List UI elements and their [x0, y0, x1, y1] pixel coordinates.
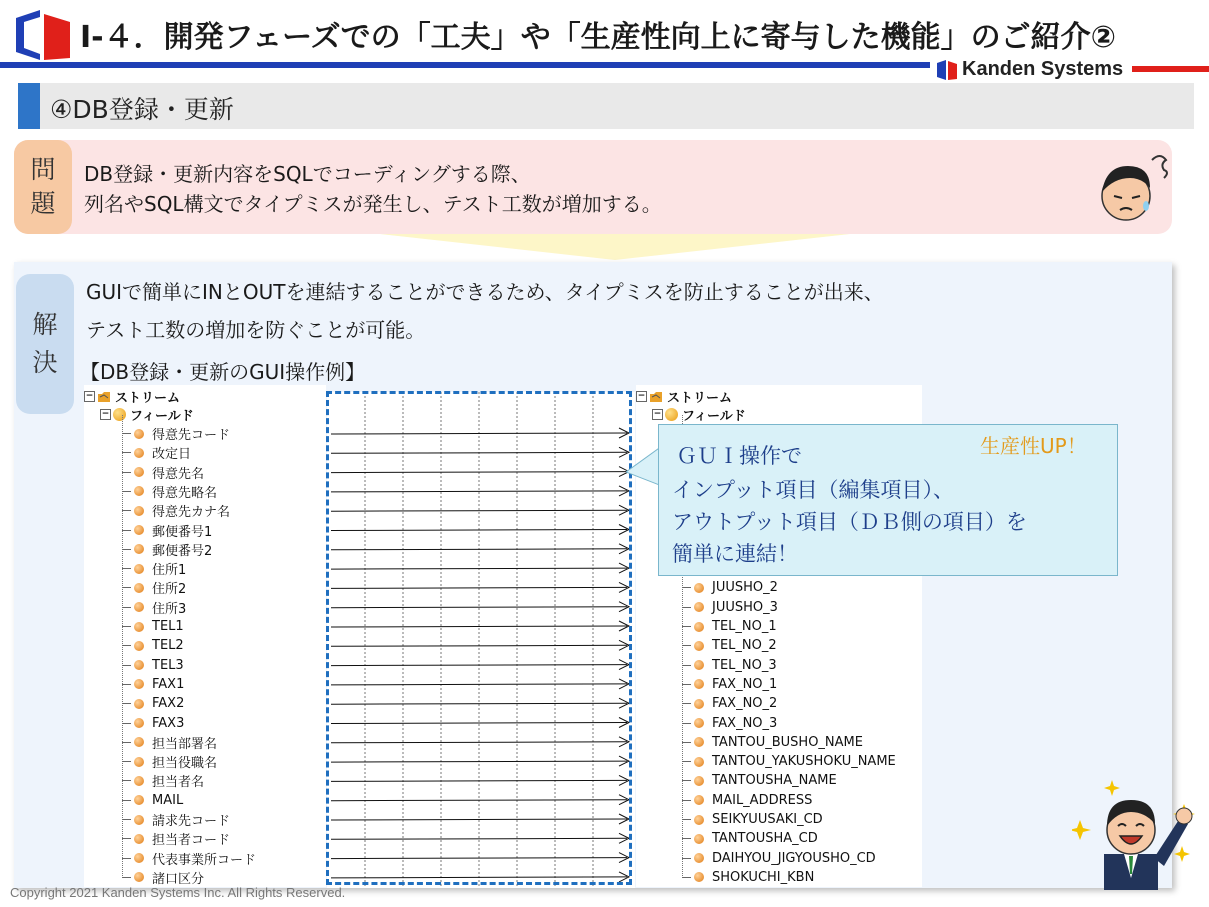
field-icon	[134, 506, 144, 516]
tree-connector	[682, 587, 691, 589]
tree-connector	[682, 626, 691, 628]
header-rule-red	[1132, 66, 1209, 72]
tree-connector	[122, 665, 131, 667]
tree-connector	[682, 780, 691, 782]
field-label: 得意先カナ名	[152, 505, 231, 521]
field-icon	[134, 872, 144, 882]
field-label: 住所3	[152, 601, 187, 617]
tree-connector	[122, 819, 131, 821]
callout-line: 簡単に連結！	[672, 542, 798, 566]
field-item[interactable]	[694, 656, 777, 675]
field-label: TANTOUSHA_CD	[712, 831, 818, 847]
tree-folder-label: フィールド	[682, 409, 746, 424]
field-icon	[134, 776, 144, 786]
field-item[interactable]	[694, 636, 777, 655]
field-label: FAX1	[152, 676, 185, 692]
tree-folder-fields[interactable]	[100, 405, 194, 424]
field-item[interactable]	[134, 540, 212, 559]
tree-connector	[682, 761, 691, 763]
field-label: FAX3	[152, 715, 185, 731]
field-icon	[134, 602, 144, 612]
tree-connector	[682, 858, 691, 860]
brand-icon	[936, 59, 958, 81]
folder-icon	[97, 391, 111, 403]
field-label: MAIL	[152, 792, 184, 808]
field-item[interactable]	[694, 578, 778, 597]
tree-connector	[682, 838, 691, 840]
field-label: 郵便番号1	[152, 524, 213, 540]
tree-connector	[122, 800, 131, 802]
field-item[interactable]	[134, 636, 184, 655]
field-icon	[694, 853, 704, 863]
folder-icon	[649, 391, 663, 403]
callout-line: インプット項目（編集項目）、	[672, 478, 955, 502]
field-label: 得意先コード	[152, 428, 231, 443]
problem-box	[14, 140, 1172, 234]
field-label: FAX_NO_1	[712, 676, 778, 692]
field-icon	[134, 737, 144, 747]
problem-line: DB登録・更新内容をSQLでコーディングする際、	[84, 162, 531, 186]
tree-connector	[122, 838, 131, 840]
field-item[interactable]	[134, 424, 230, 443]
field-item[interactable]	[694, 810, 823, 829]
worried-person-icon	[1092, 150, 1172, 230]
input-field-tree	[84, 385, 326, 887]
tree-connector	[122, 780, 131, 782]
field-icon	[694, 815, 704, 825]
field-label: 住所1	[152, 563, 187, 579]
folder-icon	[113, 408, 126, 421]
problem-tag	[14, 140, 72, 234]
field-item[interactable]	[694, 771, 837, 790]
tree-connector	[122, 472, 131, 474]
field-label: TEL1	[152, 619, 184, 634]
field-item[interactable]	[694, 733, 863, 752]
tree-connector	[682, 684, 691, 686]
field-label: JUUSHO_3	[712, 599, 778, 615]
field-item[interactable]	[694, 791, 812, 810]
tree-connector	[122, 491, 131, 493]
field-icon	[134, 583, 144, 593]
field-label: TEL_NO_2	[712, 638, 777, 654]
field-label: FAX_NO_2	[712, 696, 778, 712]
field-item[interactable]	[694, 849, 876, 868]
field-label: JUUSHO_2	[712, 580, 778, 596]
collapse-icon[interactable]: −	[85, 391, 94, 401]
solution-tag-char: 決	[32, 348, 58, 377]
logo-icon	[14, 8, 72, 62]
brand-name: Kanden Systems	[962, 58, 1124, 80]
page-title: Ⅰ-４．開発フェーズでの「工夫」や「生産性向上に寄与した機能」のご紹介②	[80, 20, 1117, 55]
field-label: 郵便番号2	[152, 543, 213, 559]
tree-connector	[122, 510, 131, 512]
field-icon	[134, 467, 144, 477]
tree-connector	[682, 819, 691, 821]
field-icon	[694, 757, 704, 767]
field-icon	[134, 795, 144, 805]
field-label: SHOKUCHI_KBN	[712, 869, 815, 885]
field-label: 諸口区分	[152, 871, 205, 887]
callout-tail	[626, 446, 662, 490]
tree-connector	[122, 530, 131, 532]
tree-connector	[122, 549, 131, 551]
field-label: 請求先コード	[152, 814, 231, 829]
tree-connector	[682, 742, 691, 744]
field-label: SEIKYUUSAKI_CD	[712, 812, 823, 827]
field-label: 担当役職名	[152, 756, 218, 772]
section-label: ④DB登録・更新	[50, 95, 234, 124]
callout-line: ＧＵＩ操作で	[676, 444, 802, 468]
field-icon	[694, 872, 704, 882]
field-icon	[694, 718, 704, 728]
field-label: DAIHYOU_JIGYOUSHO_CD	[712, 850, 876, 866]
field-icon	[694, 737, 704, 747]
field-item[interactable]	[134, 675, 184, 694]
field-item[interactable]	[134, 752, 217, 771]
field-icon	[134, 622, 144, 632]
field-item[interactable]	[694, 752, 896, 771]
tree-connector	[122, 568, 131, 570]
field-icon	[134, 641, 144, 651]
field-label: TANTOUSHA_NAME	[712, 773, 837, 789]
field-label: FAX2	[152, 696, 185, 712]
tree-connector	[122, 877, 131, 879]
field-icon	[134, 815, 144, 825]
field-item[interactable]	[134, 714, 184, 733]
field-icon	[694, 776, 704, 786]
tree-connector	[122, 607, 131, 609]
field-label: TANTOU_YAKUSHOKU_NAME	[712, 754, 896, 770]
field-item[interactable]	[134, 463, 204, 482]
tree-connector	[122, 723, 131, 725]
folder-icon	[665, 408, 678, 421]
field-item[interactable]	[134, 694, 184, 713]
field-item[interactable]	[134, 559, 186, 578]
field-icon	[134, 429, 144, 439]
field-item[interactable]	[134, 771, 204, 790]
brand-logo	[936, 58, 1123, 81]
field-icon	[694, 834, 704, 844]
collapse-icon[interactable]: −	[637, 391, 646, 401]
field-item[interactable]	[694, 868, 814, 887]
field-label: 得意先略名	[152, 485, 218, 501]
field-item[interactable]	[134, 443, 191, 462]
field-icon	[134, 757, 144, 767]
field-label: TEL_NO_1	[712, 619, 777, 634]
tree-connector	[682, 800, 691, 802]
collapse-icon[interactable]: −	[101, 409, 110, 419]
tree-root-stream[interactable]	[84, 387, 180, 406]
tree-connector	[122, 703, 131, 705]
field-label: MAIL_ADDRESS	[712, 792, 813, 808]
tree-folder-fields[interactable]	[652, 405, 746, 424]
field-label: TEL2	[152, 638, 184, 654]
field-icon	[134, 853, 144, 863]
field-icon	[134, 699, 144, 709]
happy-person-icon	[1072, 774, 1198, 890]
field-icon	[694, 679, 704, 689]
field-icon	[694, 622, 704, 632]
field-item[interactable]	[694, 694, 777, 713]
field-label: TEL_NO_3	[712, 657, 777, 673]
tree-connector	[122, 761, 131, 763]
field-item[interactable]	[694, 617, 777, 636]
field-item[interactable]	[134, 849, 256, 868]
tree-root-stream[interactable]	[636, 387, 732, 406]
tree-connector	[122, 626, 131, 628]
section-accent	[18, 83, 40, 129]
field-icon	[134, 525, 144, 535]
field-icon	[134, 718, 144, 728]
tree-connector	[682, 607, 691, 609]
problem-tag-char: 問	[30, 155, 56, 184]
tree-connector	[682, 877, 691, 879]
field-label: TANTOU_BUSHO_NAME	[712, 734, 863, 750]
copyright-text: Copyright 2021 Kanden Systems Inc. All Rights Reserved.	[10, 885, 346, 900]
field-icon	[694, 641, 704, 651]
field-item[interactable]	[134, 829, 230, 848]
tree-connector	[682, 645, 691, 647]
field-item[interactable]	[134, 791, 183, 810]
field-label: FAX_NO_3	[712, 715, 778, 731]
solution-tag-char: 解	[32, 310, 58, 339]
field-item[interactable]	[694, 598, 778, 617]
tree-connector	[682, 703, 691, 705]
field-icon	[134, 834, 144, 844]
field-item[interactable]	[134, 598, 186, 617]
field-item[interactable]	[134, 578, 186, 597]
tree-connector	[122, 587, 131, 589]
tree-connector	[122, 858, 131, 860]
field-icon	[694, 660, 704, 670]
field-item[interactable]	[134, 501, 230, 520]
tree-connector	[122, 645, 131, 647]
solution-tag	[16, 274, 74, 414]
tree-connector	[122, 684, 131, 686]
field-item[interactable]	[134, 810, 230, 829]
field-label: 担当者コード	[152, 833, 231, 849]
tree-root-label: ストリーム	[667, 391, 733, 406]
tree-connector	[122, 433, 131, 435]
solution-line: テスト工数の増加を防ぐことが可能。	[86, 318, 426, 342]
problem-line: 列名やSQL構文でタイプミスが発生し、テスト工数が増加する。	[84, 192, 662, 216]
header-rule-blue	[0, 62, 930, 68]
field-icon	[694, 583, 704, 593]
field-icon	[694, 602, 704, 612]
field-icon	[134, 486, 144, 496]
field-item[interactable]	[134, 617, 184, 636]
field-icon	[694, 699, 704, 709]
tree-connector	[122, 452, 131, 454]
problem-tag-char: 題	[30, 189, 56, 218]
field-item[interactable]	[134, 733, 217, 752]
field-item[interactable]	[694, 829, 818, 848]
field-item[interactable]	[134, 656, 184, 675]
tree-connector	[682, 665, 691, 667]
field-item[interactable]	[694, 714, 777, 733]
solution-line: GUIで簡単にINとOUTを連結することができるため、タイプミスを防止することが出来、	[86, 280, 884, 304]
field-label: 担当者名	[152, 775, 205, 791]
field-icon	[134, 679, 144, 689]
field-label: 住所2	[152, 582, 187, 598]
tree-folder-label: フィールド	[130, 409, 194, 424]
callout-line: アウトプット項目（ＤＢ側の項目）を	[672, 510, 1027, 534]
field-icon	[694, 795, 704, 805]
field-icon	[134, 544, 144, 554]
field-label: 改定日	[152, 447, 192, 463]
field-icon	[134, 448, 144, 458]
arrow-down-icon	[380, 234, 850, 260]
tree-connector	[122, 742, 131, 744]
tree-connector	[682, 723, 691, 725]
field-item[interactable]	[134, 521, 212, 540]
field-label: TEL3	[152, 657, 184, 673]
field-label: 担当部署名	[152, 736, 218, 752]
gui-example-caption: 【DB登録・更新のGUI操作例】	[80, 360, 366, 384]
field-item[interactable]	[694, 675, 777, 694]
field-item[interactable]	[134, 482, 217, 501]
field-icon	[134, 660, 144, 670]
productivity-badge: 生産性UP！	[980, 434, 1087, 458]
mapping-highlight-border	[326, 391, 632, 885]
collapse-icon[interactable]: −	[653, 409, 662, 419]
field-icon	[134, 564, 144, 574]
field-label: 得意先名	[152, 466, 205, 482]
field-label: 代表事業所コード	[152, 852, 257, 868]
tree-root-label: ストリーム	[115, 391, 181, 406]
